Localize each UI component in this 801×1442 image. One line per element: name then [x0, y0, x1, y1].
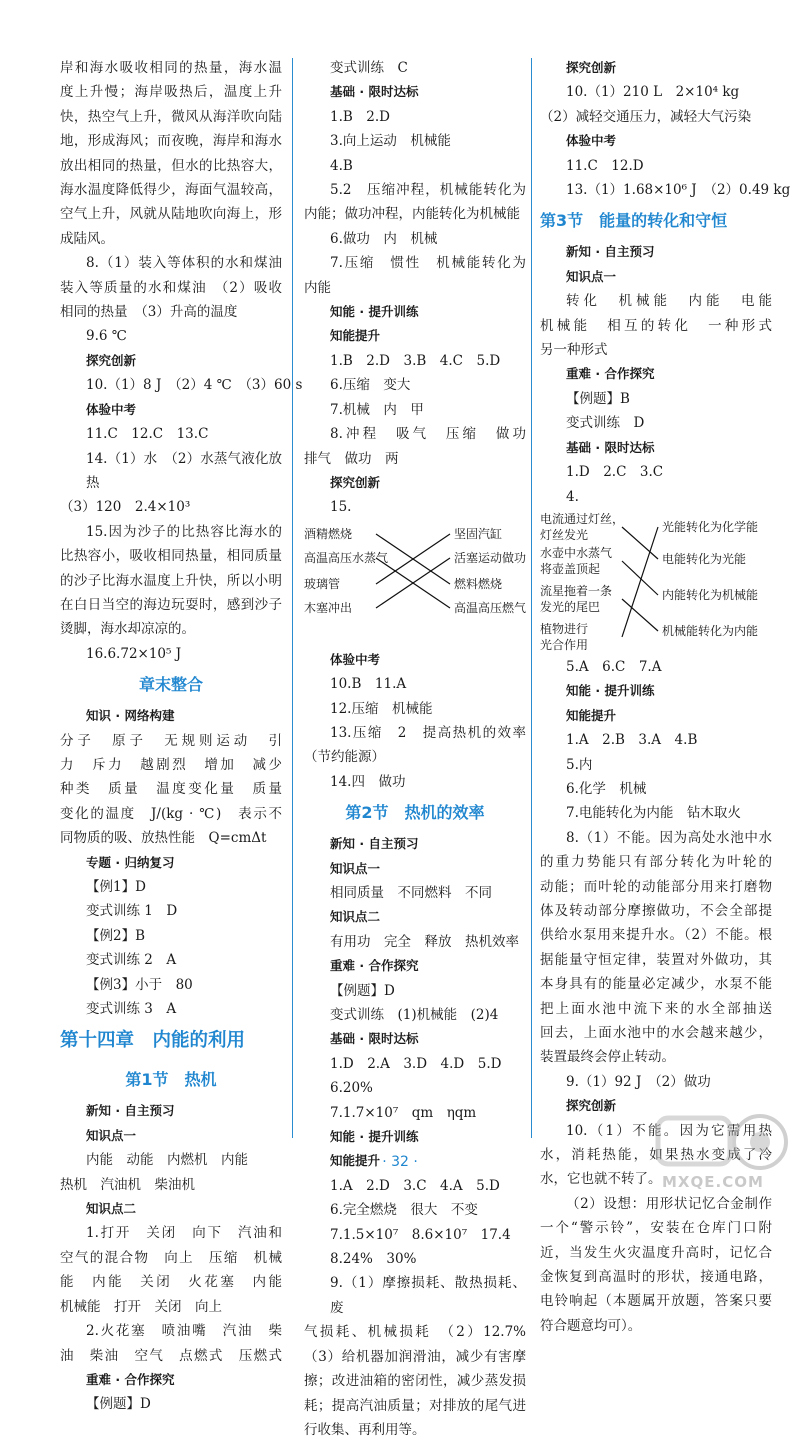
- answer-line: 机械能 打开 关闭 向上: [60, 1298, 222, 1315]
- answer-line: 7.电能转化为内能 钻木取火: [566, 805, 741, 822]
- answer-line: 10.（1）不能。因为它需用热: [566, 1122, 772, 1139]
- answer-line: 10.（1）8 J （2）4 ℃ （3）60 s: [86, 377, 303, 394]
- match-right-item: 电能转化为光能: [662, 551, 747, 566]
- answer-line: 空气的混合物 向上 压缩 机械: [60, 1249, 282, 1266]
- answer-line: 装置最终会停止转动。: [540, 1049, 675, 1066]
- answer-line: 放出相同的热量，但水的比热容大，: [60, 157, 282, 174]
- answer-line: 内能；做功冲程，内能转化为机械能: [304, 206, 520, 223]
- subsection-label: 知能 · 提升训练: [566, 683, 655, 699]
- answer-line: 5.内: [566, 756, 593, 773]
- answer-line: 10.B 11.A: [330, 676, 407, 693]
- answer-line: 近，当发生火灾温度升高时，记忆合: [540, 1244, 772, 1261]
- answer-line: 10.（1）210 L 2×10⁴ kg: [566, 84, 740, 101]
- answer-line: 烫脚，海水却凉凉的。: [60, 621, 195, 638]
- answer-line: （节约能源）: [304, 749, 385, 766]
- answer-line: （2）设想：用形状记忆合金制作: [566, 1195, 772, 1212]
- answer-line: 8.24% 30%: [330, 1251, 417, 1268]
- answer-line: 2.火花塞 喷油嘴 汽油 柴: [86, 1323, 282, 1340]
- answer-line: 13.压缩 2 提高热机的效率: [330, 724, 526, 741]
- answer-line: 1.A 2.D 3.C 4.A 5.D: [330, 1177, 500, 1194]
- answer-line: 体及转动部分摩擦做功，不会全部提: [540, 902, 772, 919]
- answer-line: 9.（1）92 J （2）做功: [566, 1073, 711, 1090]
- answer-line: 擦；改进油箱的密闭性，减少蒸发损: [304, 1373, 526, 1390]
- answer-line: 6.化学 机械: [566, 780, 647, 797]
- subsection-label: 基础 · 限时达标: [566, 439, 655, 455]
- subsection-label: 知识点一: [566, 268, 617, 284]
- subsection-label: 基础 · 限时达标: [330, 1031, 419, 1047]
- answer-line: 9.6 ℃: [86, 328, 127, 345]
- answer-line: 排气 做功 两: [304, 450, 399, 467]
- subsection-label: 专题 · 归纳复习: [86, 854, 175, 870]
- answer-line: 动能；而叶轮的动能部分用来打磨物: [540, 878, 772, 895]
- answer-line: 成陆风。: [60, 230, 114, 247]
- subsection-label: 探究创新: [330, 474, 381, 490]
- answer-line: 13.（1）1.68×10⁶ J （2）0.49 kg: [566, 182, 791, 199]
- answer-line: 金恢复到高温时的形状，接通电路，: [540, 1269, 772, 1286]
- answer-line: 1.D 2.A 3.D 4.D 5.D: [330, 1055, 502, 1072]
- section-heading: 章末整合: [138, 675, 203, 695]
- watermark-url: MXQE.COM: [662, 1173, 764, 1191]
- subsection-label: 知识点一: [86, 1127, 137, 1143]
- subsection-label: 知识点二: [86, 1201, 137, 1217]
- subsection-label: 新知 · 自主预习: [330, 836, 419, 852]
- answer-line: 1.B 2.D: [330, 108, 391, 125]
- answer-line: 6.压缩 变大: [330, 377, 411, 394]
- answer-line: 电铃响起（本题属开放题，答案只要: [540, 1293, 772, 1310]
- match-right-item: 内能转化为机械能: [662, 587, 759, 602]
- match-left-item: 发光的尾巴: [540, 599, 601, 614]
- answer-line: 有用功 完全 释放 热机效率: [330, 933, 519, 950]
- chapter-heading: 第十四章 内能的利用: [60, 1030, 246, 1052]
- match-right-item: 光能转化为化学能: [662, 519, 759, 534]
- answer-line: 把上面水池中流下来的水全部抽送: [540, 1000, 772, 1017]
- answer-line: 【例题】B: [566, 390, 630, 407]
- answer-line: 【例题】D: [86, 1396, 151, 1413]
- section-heading: 第2节 热机的效率: [345, 803, 485, 823]
- subsection-label: 知能 · 提升训练: [330, 1129, 419, 1145]
- answer-line: 4.B: [330, 157, 353, 174]
- match-link-line: [622, 561, 658, 595]
- answer-line: 1.D 2.C 3.C: [566, 464, 664, 481]
- answer-line: 11.C 12.D: [566, 157, 644, 174]
- answer-line: 变化的温度 J/(kg · ℃) 表示不: [60, 805, 282, 822]
- match-left-item: 玻璃管: [304, 576, 341, 591]
- site-watermark: [640, 1110, 790, 1195]
- answer-line: 地，形成海风；而夜晚，海岸和海水: [60, 133, 282, 150]
- answer-line: （3）给机器加润滑油，减少有害摩: [304, 1348, 526, 1365]
- answer-line: 据能量守恒定律，装置对外做功，其: [540, 951, 772, 968]
- answer-line: 【例1】D: [86, 879, 146, 895]
- answer-line: 分子 原子 无规则运动 引: [60, 732, 282, 749]
- answer-line: 变式训练 1 D: [86, 903, 178, 920]
- match-right-item: 燃料燃烧: [454, 576, 503, 591]
- subsection-label: 知识 · 网络构建: [86, 708, 175, 724]
- answer-line: 同物质的吸、放热性能 Q=cmΔt: [60, 830, 267, 847]
- answer-line: 变式训练 D: [566, 415, 645, 432]
- match-right-item: 坚固汽缸: [454, 526, 503, 541]
- watermark-logo: [640, 1110, 790, 1172]
- match-left-item: 电流通过灯丝，: [540, 511, 625, 526]
- column-divider-left: [292, 58, 293, 1138]
- answer-line: 符合题意均可）。: [540, 1317, 642, 1334]
- answer-line: 水，它也就不转了。: [540, 1171, 662, 1188]
- answer-line: 变式训练 C: [330, 60, 408, 76]
- answer-line: 15.: [330, 499, 352, 516]
- answer-line: 水，消耗热能，如果热水变成了冷: [540, 1147, 772, 1164]
- answer-line: 快，热空气上升，微风从海洋吹向陆: [60, 108, 282, 125]
- answer-line: 1.打开 关闭 向下 汽油和: [86, 1225, 282, 1242]
- answer-line: 5.2 压缩冲程，机械能转化为: [330, 182, 526, 199]
- match-left-item: 光合作用: [540, 637, 589, 652]
- answer-line: 【例2】B: [86, 927, 146, 944]
- answer-line: 度上升慢；海岸吸热后，温度上升: [60, 84, 282, 101]
- match-left-item: 酒精燃烧: [304, 526, 353, 541]
- answer-line: 的沙子比海水温度上升快，所以小明: [60, 572, 282, 589]
- subsection-label: 体验中考: [566, 133, 617, 149]
- answer-line: 1.A 2.B 3.A 4.B: [566, 732, 698, 749]
- subsection-label: 知能提升: [330, 1153, 381, 1169]
- answer-line: 本身具有的能量必定减少，水泵不能: [540, 976, 772, 993]
- subsection-label: 重难 · 合作探究: [330, 958, 419, 974]
- answer-line: 【例题】D: [330, 982, 395, 999]
- answer-line: （2）减轻交通压力，减轻大气污染: [540, 108, 752, 125]
- answer-line: 12.压缩 机械能: [330, 700, 433, 717]
- answer-line: 7.1.5×10⁷ 8.6×10⁷ 17.4: [330, 1226, 511, 1243]
- match-right-item: 活塞运动做功: [454, 550, 527, 565]
- match-left-item: 流星拖着一条: [540, 583, 613, 598]
- answer-line: 行收集、再利用等。: [304, 1421, 426, 1438]
- match-link-line: [622, 599, 658, 631]
- answer-line: 机械能 相互的转化 一种形式: [540, 317, 772, 334]
- answer-line: 【例3】小于 80: [86, 976, 193, 993]
- answer-line: 回去，上面水池中的水会越来越少，: [540, 1025, 772, 1041]
- answer-line: （3）120 2.4×10³: [60, 499, 191, 516]
- subsection-label: 知能提升: [566, 707, 617, 723]
- answer-line: 相同的热量 （3）升高的温度: [60, 304, 238, 321]
- answer-line: 7.1.7×10⁷ qm ηqm: [330, 1104, 477, 1121]
- answer-line: 供给水泵用来提升水。（2）不能。根: [540, 927, 772, 944]
- answer-line: 海水温度降低得少，海面气温较高，: [60, 182, 282, 199]
- answer-line: 1.B 2.D 3.B 4.C 5.D: [330, 352, 501, 369]
- answer-line: 装入等质量的水和煤油 （2）吸收: [60, 279, 282, 296]
- match-left-item: 将壶盖顶起: [540, 561, 601, 576]
- answer-line: 3.向上运动 机械能: [330, 133, 451, 150]
- subsection-label: 体验中考: [86, 401, 137, 417]
- answer-line: 变式训练 2 A: [86, 952, 177, 969]
- subsection-label: 重难 · 合作探究: [566, 366, 655, 382]
- match-left-item: 高温高压水蒸气: [304, 550, 389, 565]
- answer-line: 在白日当空的海边玩耍时，感到沙子: [60, 596, 282, 613]
- answer-line: 7.机械 内 甲: [330, 401, 424, 418]
- answer-line: 6.20%: [330, 1080, 373, 1097]
- answer-line: 的重力势能只有部分转化为叶轮的: [540, 854, 772, 871]
- answer-line: 变式训练 (1)机械能 (2)4: [330, 1007, 499, 1023]
- answer-line: 比热容小，吸收相同热量，相同质量: [60, 548, 282, 565]
- answer-column-1: [60, 56, 303, 1417]
- subsection-label: 探究创新: [86, 352, 137, 368]
- subsection-label: 新知 · 自主预习: [566, 244, 655, 260]
- answer-line: 6.做功 内 机械: [330, 230, 438, 247]
- answer-line: 14.四 做功: [330, 773, 406, 790]
- answer-line: 气损耗、机械损耗 （2）12.7%: [304, 1324, 526, 1341]
- section-heading: 第1节 热机: [125, 1070, 217, 1090]
- answer-line: 7.压缩 惯性 机械能转化为: [330, 255, 526, 272]
- answer-line: 8.（1）装入等体积的水和煤油: [86, 255, 282, 272]
- answer-line: 转化 机械能 内能 电能: [566, 293, 772, 310]
- answer-line: 6.完全燃烧 很大 不变: [330, 1202, 478, 1219]
- answer-line: 9.（1）摩擦损耗、散热损耗、废: [330, 1275, 526, 1316]
- subsection-label: 探究创新: [566, 1098, 617, 1114]
- match-left-item: 木塞冲出: [304, 600, 353, 615]
- answer-line: 空气上升，风就从陆地吹向海上，形: [60, 206, 282, 223]
- matching-diagram-energy: [540, 509, 772, 655]
- subsection-label: 新知 · 自主预习: [86, 1103, 175, 1119]
- answer-line: 内能: [304, 279, 331, 296]
- answer-line: 15.因为沙子的比热容比海水的: [86, 523, 282, 540]
- subsection-label: 知识点一: [330, 860, 381, 876]
- match-left-item: 灯丝发光: [540, 527, 589, 542]
- answer-line: 一个“警示铃”，安装在仓库门口附: [540, 1220, 772, 1237]
- matching-diagram-engine: [304, 520, 526, 648]
- answer-line: 热机 汽油机 柴油机: [60, 1176, 195, 1193]
- answer-line: 力 斥力 越剧烈 增加 减少: [60, 756, 282, 773]
- subsection-label: 体验中考: [330, 651, 381, 667]
- answer-line: 11.C 12.C 13.C: [86, 426, 209, 443]
- answer-line: 内能 动能 内燃机 内能: [86, 1152, 248, 1169]
- subsection-label: 探究创新: [566, 60, 617, 75]
- subsection-label: 重难 · 合作探究: [86, 1371, 175, 1387]
- subsection-label: 基础 · 限时达标: [330, 84, 419, 100]
- subsection-label: 知能提升: [330, 328, 381, 344]
- answer-line: 8.（1）不能。因为高处水池中水: [566, 829, 772, 846]
- answer-line: 14.（1）水 （2）水蒸气液化放热: [86, 450, 282, 491]
- answer-line: 8.冲程 吸气 压缩 做功: [330, 426, 526, 443]
- answer-line: 另一种形式: [540, 342, 608, 359]
- answer-line: 4.: [566, 488, 579, 505]
- answer-line: 能 内能 关闭 火花塞 内能: [60, 1274, 282, 1291]
- answer-column-2: [304, 56, 526, 1442]
- subsection-label: 知能 · 提升训练: [330, 304, 419, 320]
- answer-line: 16.6.72×10⁵ J: [86, 645, 182, 662]
- match-right-item: 高温高压燃气: [454, 600, 527, 615]
- answer-line: 变式训练 3 A: [86, 1001, 177, 1018]
- match-right-item: 机械能转化为内能: [662, 623, 759, 638]
- answer-line: 耗；提高汽油质量；对排放的尾气进: [304, 1397, 526, 1414]
- answer-line: 种类 质量 温度变化量 质量: [60, 781, 282, 798]
- answer-line: 5.A 6.C 7.A: [566, 658, 662, 675]
- match-left-item: 水壶中水蒸气: [540, 545, 613, 560]
- section-heading: 第3节 能量的转化和守恒: [540, 211, 728, 231]
- subsection-label: 知识点二: [330, 909, 381, 925]
- page-number: · 32 ·: [382, 1154, 418, 1170]
- answer-line: 油 柴油 空气 点燃式 压燃式: [60, 1347, 282, 1364]
- answer-line: 岸和海水吸收相同的热量，海水温: [60, 60, 282, 76]
- match-left-item: 植物进行: [540, 621, 589, 636]
- column-divider-right: [531, 58, 532, 1138]
- answer-line: 相同质量 不同燃料 不同: [330, 884, 492, 901]
